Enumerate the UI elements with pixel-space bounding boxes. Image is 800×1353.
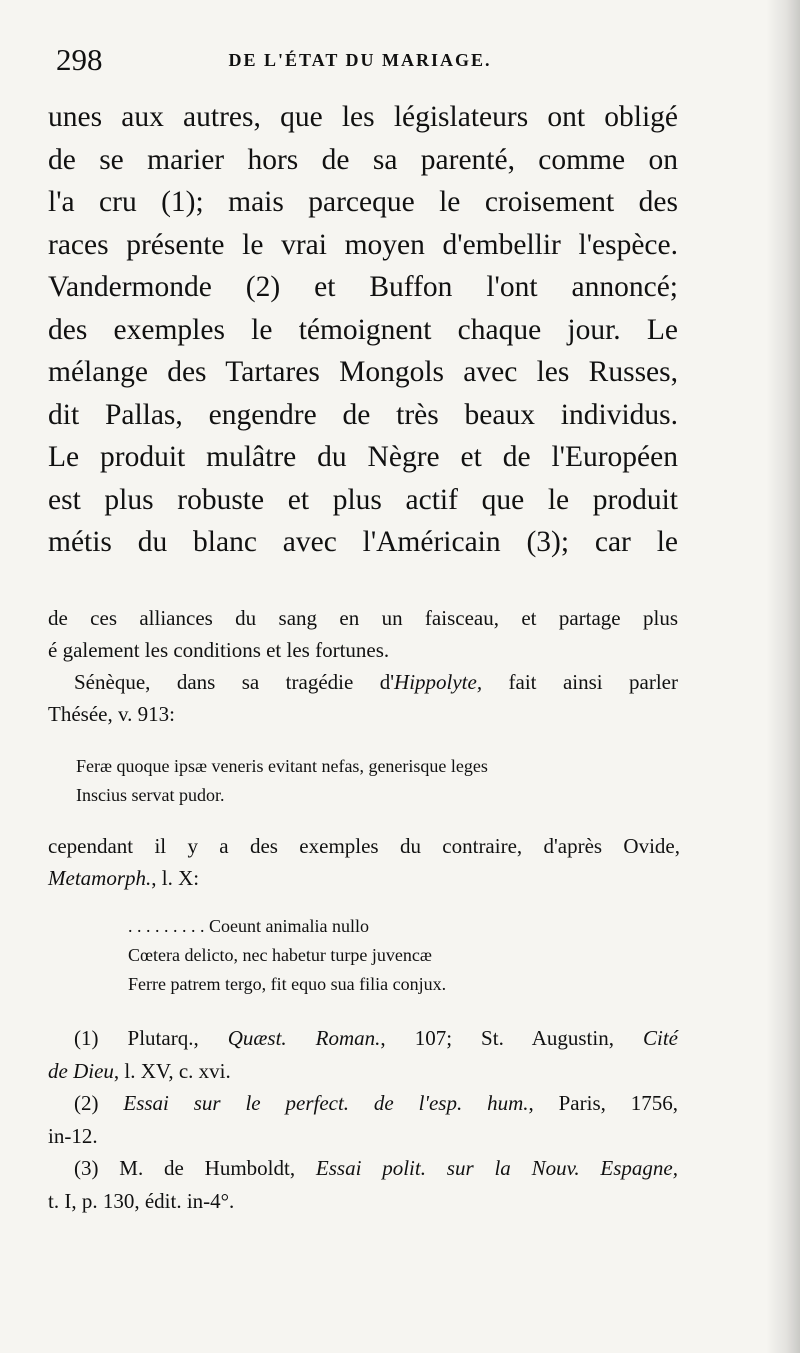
seneca-line bbox=[48, 666, 678, 698]
text-line: l'a cru (1); mais parceque le croisement des bbox=[48, 186, 678, 218]
page-header bbox=[30, 42, 690, 82]
seneca-suffix: fait ainsi parler bbox=[482, 670, 679, 694]
footnote-1-cont: de Dieu, l. XV, c. xvi. bbox=[48, 1058, 231, 1083]
seneca-verse-ref: Thésée, v. 913: bbox=[48, 702, 175, 726]
text-line: de se marier hors de sa parenté, comme on bbox=[48, 143, 678, 176]
ovid-ref-line bbox=[48, 862, 680, 894]
note-line: cependant il y a des exemples du contraire, d'après Ovide, bbox=[48, 834, 680, 858]
page-edge-shadow bbox=[766, 0, 800, 1353]
running-title: DE L'ÉTAT DU MARIAGE. bbox=[228, 50, 492, 70]
note-paragraph bbox=[48, 602, 678, 730]
ovid-work-title: Metamorph. bbox=[48, 866, 152, 890]
note-line: de ces alliances du sang en un faisceau, et partage plus bbox=[48, 606, 678, 630]
text-line: métis du blanc avec l'Américain (3); car le bbox=[48, 526, 678, 558]
page-number: 298 bbox=[56, 42, 103, 77]
ovid-paragraph bbox=[48, 830, 680, 894]
text-line: races présente le vrai moyen d'embellir l'espèce. bbox=[48, 228, 678, 261]
latin-quote-ovid bbox=[128, 912, 688, 999]
seneca-play-title: Hippolyte, bbox=[394, 670, 483, 694]
text-line: Vandermonde (2) et Buffon l'ont annoncé; bbox=[48, 271, 678, 303]
quote-line: Feræ quoque ipsæ veneris evitant nefas, generisque leges bbox=[76, 756, 488, 776]
footnote-2: (2) Essai sur le perfect. de l'esp. hum., Paris, 1756, bbox=[74, 1091, 678, 1115]
main-paragraph bbox=[48, 96, 678, 564]
text-line: unes aux autres, que les législateurs ont obligé bbox=[48, 101, 678, 133]
footnote-3-cont: t. I, p. 130, édit. in-4°. bbox=[48, 1188, 235, 1213]
text-line: est plus robuste et plus actif que le produit bbox=[48, 483, 678, 516]
text-line: dit Pallas, engendre de très beaux individus. bbox=[48, 398, 678, 431]
quote-line: Inscius servat pudor. bbox=[76, 785, 225, 805]
footnote-3: (3) M. de Humboldt, Essai polit. sur la Nouv. Espagne, bbox=[74, 1156, 678, 1180]
footnote-1: (1) Plutarq., Quæst. Roman., 107; St. Augustin, Cité bbox=[74, 1026, 678, 1050]
footnote-2-cont: in-12. bbox=[48, 1123, 98, 1148]
text-line: des exemples le témoignent chaque jour. Le bbox=[48, 313, 678, 346]
quote-line: . . . . . . . . . Coeunt animalia nullo bbox=[128, 916, 369, 936]
footnotes bbox=[48, 1022, 678, 1217]
text-line: mélange des Tartares Mongols avec les Russes, bbox=[48, 356, 678, 388]
note-line: é galement les conditions et les fortunes. bbox=[48, 638, 390, 662]
quote-line: Cœtera delicto, nec habetur turpe juvencæ bbox=[128, 945, 432, 965]
seneca-prefix: Sénèque, dans sa tragédie d' bbox=[74, 670, 395, 694]
ovid-book-ref: , l. X: bbox=[151, 866, 200, 890]
latin-quote-seneca bbox=[76, 752, 676, 810]
text-line: Le produit mulâtre du Nègre et de l'Européen bbox=[48, 441, 678, 473]
quote-line: Ferre patrem tergo, fit equo sua filia conjux. bbox=[128, 974, 447, 994]
